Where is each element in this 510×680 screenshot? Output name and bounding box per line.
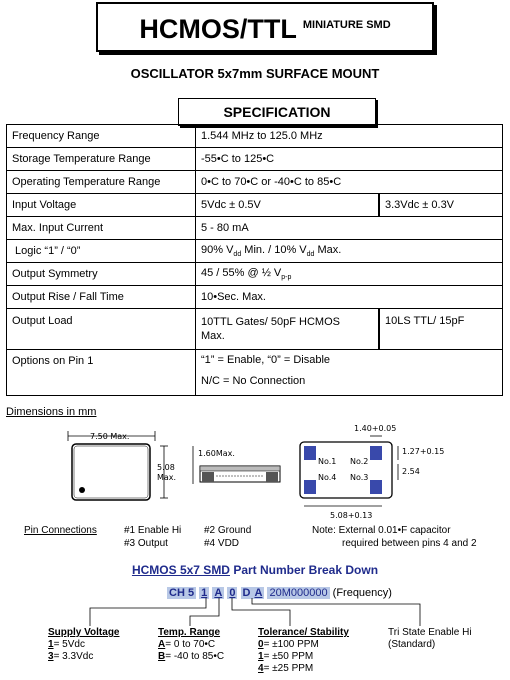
param-output-load: Output Load [7,309,196,350]
pn-tristate-code: A [254,587,263,599]
spec-table [6,124,503,396]
param-max-input-current: Max. Input Current [7,217,196,240]
tol-key-4: 4 [258,663,264,674]
value-input-voltage-3v: 3.3Vdc ± 0.3V [379,194,503,217]
part-number-title-a: HCMOS 5x7 SMD [131,563,230,577]
symmetry-text: 45 / 55% @ ½ V [201,266,282,279]
pad-no4: No.4 [318,473,337,482]
tol-value-0: = ±100 PPM [263,639,319,650]
temp-key-b: B [158,651,166,662]
tol-key-0: 0 [258,639,264,650]
page-subtitle: OSCILLATOR 5x7mm SURFACE MOUNT [130,66,380,81]
pin-connections-label: Pin Connections [24,525,97,536]
legend-tolerance [258,627,349,675]
value-operating-temp: 0•C to 70•C or -40•C to 85•C [196,171,503,194]
pin1-marker [79,487,85,493]
value-max-input-current: 5 - 80 mA [196,217,503,240]
tol-value-1: = ±50 PPM [263,651,314,662]
value-rise-fall: 10•Sec. Max. [196,286,503,309]
width-label: 7.50 Max. [90,432,130,441]
part-number-title [0,563,510,577]
tristate-line-2: (Standard) [388,639,436,650]
param-frequency-range: Frequency Range [7,125,196,148]
value-storage-temp: -55•C to 125•C [196,148,503,171]
height-label-max: Max. [157,473,177,482]
legend-temp-range [158,627,224,663]
part-number-leader-lines [0,598,510,628]
logic-text-a: 90% V [201,243,234,256]
pn-d-code: D [242,587,251,599]
thickness-label: 1.60Max. [198,449,235,458]
table-row [7,350,503,396]
table-row [7,309,503,350]
pad-no1: No.1 [318,457,337,466]
logic-sub-1: dd [233,251,242,259]
table-row [7,125,503,148]
capacitor-note-1: Note: External 0.01•F capacitor [312,525,451,536]
pin-4: #4 VDD [204,538,240,549]
pin-1: #1 Enable Hi [124,525,182,536]
page-title: HCMOS/TTL [139,14,297,44]
supply-value-3: = 3.3Vdc [53,651,94,662]
part-number-title-b: Part Number Break Down [229,563,379,577]
pn-tolerance-code: 0 [229,587,236,599]
tristate-line-1: Tri State Enable Hi [388,627,472,638]
table-row [7,171,503,194]
supply-value-1: = 5Vdc [53,639,85,650]
package-side-view [193,446,280,484]
legend-tol-4 [258,663,349,675]
param-rise-fall: Output Rise / Fall Time [7,286,196,309]
package-top-view [68,431,176,500]
value-output-load-hcmos: 10TTL Gates/ 50pF HCMOS Max. [196,309,380,350]
tol-value-4: = ±25 PPM [263,663,314,674]
pad-width-label: 1.40+0.05 [354,424,397,433]
param-output-symmetry: Output Symmetry [7,263,196,286]
temp-key-a: A [158,639,166,650]
pin-2: #2 Ground [204,525,252,536]
tol-key-1: 1 [258,651,264,662]
legend-supply-heading: Supply Voltage [48,627,120,638]
legend-temp-heading: Temp. Range [158,627,221,638]
param-operating-temp: Operating Temperature Range [7,171,196,194]
table-row [7,240,503,263]
pad-span-label: 5.08+0.13 [330,511,373,520]
dimensions-title: Dimensions in mm [6,406,97,418]
pin-3: #3 Output [124,538,168,549]
value-logic [196,240,503,263]
pn-supply-code: 1 [201,587,208,599]
table-row [7,263,503,286]
value-input-voltage-5v: 5Vdc ± 0.5V [196,194,380,217]
legend-supply-5v [48,639,120,651]
value-frequency-range: 1.544 MHz to 125.0 MHz [196,125,503,148]
legend-temp-b [158,651,224,663]
param-storage-temp: Storage Temperature Range [7,148,196,171]
pad-pitch-label: 2.54 [402,467,420,476]
option-nc: N/C = No Connection [201,375,306,387]
table-row [7,194,503,217]
package-bottom-view [300,424,444,520]
value-output-load-ls: 10LS TTL/ 15pF [379,309,503,350]
pn-frequency-label: (Frequency) [332,587,392,599]
table-row [7,217,503,240]
logic-sub-2: dd [306,251,315,259]
pn-temp-code: A [214,587,223,599]
pad-height-label: 1.27+0.15 [402,447,445,456]
supply-key-1: 1 [48,639,54,650]
pn-prefix: CH 5 [169,587,195,599]
option-enable: “1” = Enable, “0” = Disable [201,354,331,366]
param-input-voltage: Input Voltage [7,194,196,217]
table-row [7,148,503,171]
height-label-value: 5.08 [157,463,175,472]
logic-text-b: Min. / 10% V [241,243,307,256]
legend-tolerance-heading: Tolerance/ Stability [258,627,349,638]
legend-tol-0 [258,639,349,651]
title-suffix: MINIATURE SMD [302,19,391,31]
capacitor-note-2: required between pins 4 and 2 [342,538,477,549]
legend-supply-3v [48,651,120,663]
logic-text-c: Max. [314,243,342,256]
title-box [96,2,434,52]
spec-heading: SPECIFICATION [178,98,376,126]
dimension-drawing [60,422,500,522]
pad-no2: No.2 [350,457,369,466]
temp-value-a: = 0 to 70•C [165,639,216,650]
param-logic: Logic “1” / “0” [7,240,196,263]
pad-no3: No.3 [350,473,369,482]
symmetry-sub: p-p [281,274,292,282]
temp-value-b: = -40 to 85•C [165,651,225,662]
supply-key-3: 3 [48,651,54,662]
legend-tol-1 [258,651,349,663]
legend-temp-a [158,639,224,651]
legend-tristate [388,627,472,651]
legend-supply-voltage [48,627,120,663]
table-row [7,286,503,309]
param-options-pin1: Options on Pin 1 [7,350,196,396]
value-options-pin1 [196,350,503,396]
value-output-symmetry [196,263,503,286]
pn-frequency-code: 20M000000 [269,587,328,599]
